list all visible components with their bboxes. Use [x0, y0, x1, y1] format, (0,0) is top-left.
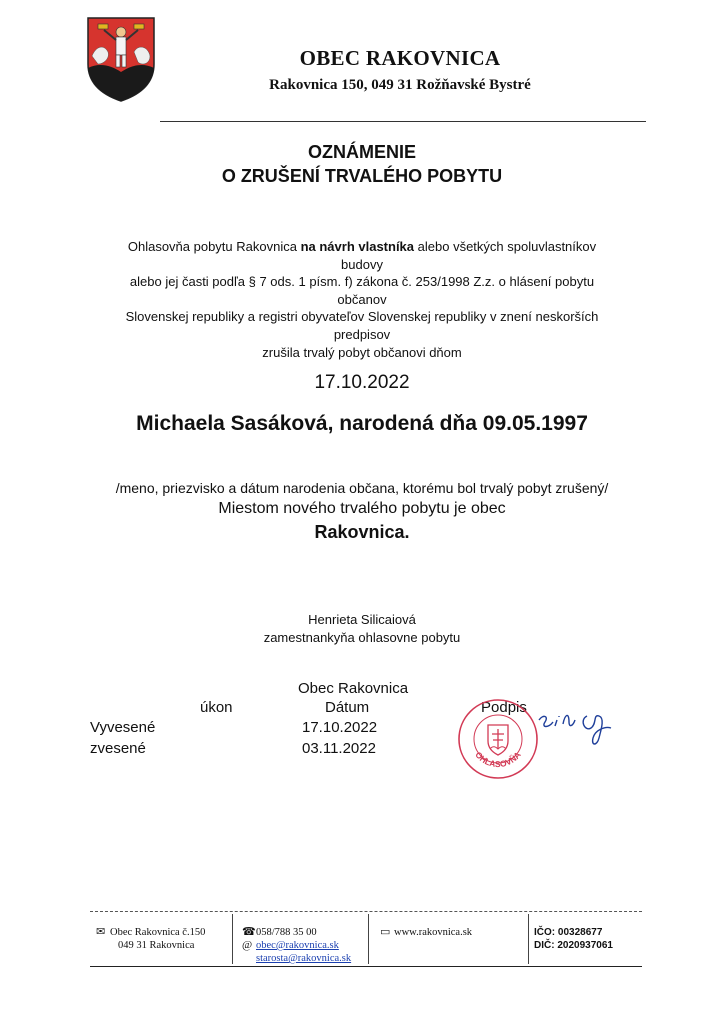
- removed-label: zvesené: [90, 740, 146, 757]
- org-address: Rakovnica 150, 049 31 Rožňavské Bystré: [269, 77, 531, 93]
- footer-email-obec[interactable]: obec@rakovnica.sk: [256, 940, 339, 951]
- body-line-6: predpisov: [333, 326, 391, 342]
- posted-label: Vyvesené: [90, 719, 156, 736]
- coat-of-arms-icon: [86, 16, 156, 102]
- body-line-1-end: alebo všetkých spoluvlastníkov: [414, 239, 597, 254]
- body-line-7: zrušila trvalý pobyt občanovi dňom: [262, 344, 462, 360]
- removed-date: 03.11.2022: [302, 740, 376, 757]
- new-residence-text: Miestom nového trvalého pobytu je obec: [218, 500, 506, 517]
- computer-icon: ▭: [380, 926, 391, 938]
- body-line-4: občanov: [337, 291, 387, 307]
- column-sign-header: Podpis: [481, 699, 527, 716]
- person-name-line: Michaela Sasáková, narodená dňa 09.05.1997: [136, 412, 588, 435]
- org-name: OBEC RAKOVNICA: [299, 46, 501, 70]
- header-divider: [160, 121, 646, 122]
- footer-ico: IČO: 00328677: [534, 927, 603, 938]
- signer-block: [62, 611, 662, 647]
- posting-org: Obec Rakovnica: [298, 680, 409, 697]
- footer-ids: [534, 926, 634, 952]
- footer-contacts: [242, 926, 366, 965]
- footer-address-line-2: 049 31 Rakovnica: [118, 940, 195, 951]
- posted-date: 17.10.2022: [302, 719, 378, 736]
- column-action-header: úkon: [200, 699, 233, 716]
- body-line-1: [62, 238, 662, 256]
- new-residence-place: Rakovnica.: [314, 522, 410, 542]
- footer-top-rule: [90, 911, 642, 912]
- footer-phone: 058/788 35 00: [256, 927, 317, 938]
- person-note: /meno, priezvisko a dátum narodenia občana, ktorému bol trvalý pobyt zrušený/: [115, 480, 609, 496]
- body-line-1-bold: na návrh vlastníka: [300, 239, 415, 254]
- footer-email-starosta[interactable]: starosta@rakovnica.sk: [256, 953, 352, 964]
- footer-divider-1: [232, 914, 233, 964]
- footer-divider-3: [528, 914, 529, 964]
- footer-dic: DIČ: 2020937061: [534, 940, 613, 951]
- notice-body: [62, 238, 662, 361]
- envelope-icon: ✉: [96, 926, 106, 938]
- footer-divider-2: [368, 914, 369, 964]
- footer-address-line-1: Obec Rakovnica č.150: [110, 927, 206, 938]
- phone-icon: ☎: [242, 926, 256, 938]
- at-icon: @: [242, 939, 253, 951]
- footer-web: [380, 926, 520, 939]
- body-line-3: alebo jej časti podľa § 7 ods. 1 písm. f) zákona č. 253/1998 Z.z. o hlásení pobytu: [129, 274, 595, 290]
- signer-name: Henrieta Silicaiová: [308, 612, 416, 627]
- office-stamp: [456, 697, 540, 781]
- body-line-1-start: Ohlasovňa pobytu Rakovnica: [127, 239, 301, 254]
- stamp-text: OHLASOVŇA: [473, 749, 523, 770]
- body-line-2: budovy: [341, 256, 383, 272]
- title-line-2: O ZRUŠENÍ TRVALÉHO POBYTU: [221, 166, 503, 186]
- handwritten-signature: [535, 706, 615, 750]
- footer-bottom-rule: [90, 966, 642, 967]
- footer-address: [96, 926, 230, 952]
- footer-website[interactable]: www.rakovnica.sk: [394, 927, 473, 938]
- column-date-header: Dátum: [325, 699, 370, 716]
- title-line-1: OZNÁMENIE: [308, 142, 416, 162]
- body-line-5: Slovenskej republiky a registri obyvateľov Slovenskej republiky v znení neskorších: [125, 309, 599, 325]
- cancellation-date: 17.10.2022: [314, 372, 410, 393]
- document-title: [110, 140, 614, 188]
- signer-role: zamestnankyňa ohlasovne pobytu: [263, 630, 461, 645]
